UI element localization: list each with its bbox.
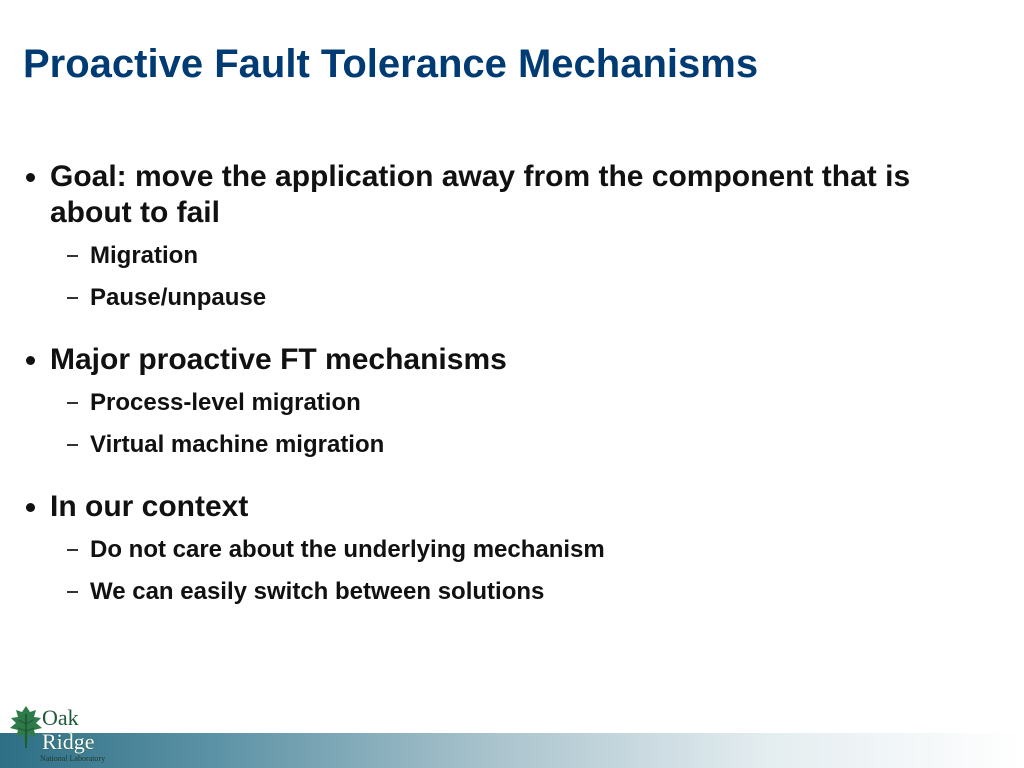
sub-list bbox=[24, 529, 984, 613]
bullet-goal-text: Goal: move the application away from the component that is about to fail bbox=[50, 160, 911, 229]
bullet-text bbox=[24, 489, 984, 525]
dash-icon bbox=[67, 297, 78, 299]
dash-icon bbox=[67, 255, 78, 257]
bullet-context bbox=[24, 489, 984, 613]
bullet-dot-icon bbox=[26, 356, 35, 365]
oak-leaf-icon bbox=[8, 704, 44, 750]
sub-item-text: Process-level migration bbox=[90, 389, 361, 416]
slide-title: Proactive Fault Tolerance Mechanisms bbox=[23, 42, 759, 86]
ornl-logo bbox=[8, 704, 126, 766]
bullet-dot-icon bbox=[26, 173, 35, 182]
sub-item-text: We can easily switch between solutions bbox=[90, 578, 545, 605]
bullet-mechanisms-text: Major proactive FT mechanisms bbox=[50, 343, 507, 376]
sub-item-text: Migration bbox=[90, 242, 198, 269]
sub-list bbox=[24, 382, 984, 466]
sub-item-text: Do not care about the underlying mechanism bbox=[90, 536, 605, 563]
logo-lab-text: National Laboratory bbox=[40, 754, 106, 763]
sub-item bbox=[24, 382, 984, 424]
dash-icon bbox=[67, 549, 78, 551]
sub-item bbox=[24, 424, 984, 466]
bullet-text bbox=[24, 342, 984, 378]
dash-icon bbox=[67, 444, 78, 446]
footer-band bbox=[0, 733, 1024, 768]
bullet-text bbox=[24, 159, 984, 231]
sub-item bbox=[24, 529, 984, 571]
logo-ridge-text: Ridge bbox=[42, 729, 95, 754]
dash-icon bbox=[67, 402, 78, 404]
sub-item-text: Virtual machine migration bbox=[90, 431, 385, 458]
logo-oak-text: Oak bbox=[42, 705, 79, 730]
sub-item bbox=[24, 277, 984, 319]
sub-item bbox=[24, 235, 984, 277]
sub-item-text: Pause/unpause bbox=[90, 284, 267, 311]
bullet-context-text: In our context bbox=[50, 490, 249, 523]
sub-list bbox=[24, 235, 984, 319]
sub-item bbox=[24, 571, 984, 613]
bullet-goal bbox=[24, 159, 984, 319]
bullet-mechanisms bbox=[24, 342, 984, 466]
dash-icon bbox=[67, 591, 78, 593]
logo-text bbox=[42, 706, 105, 764]
bullet-dot-icon bbox=[26, 503, 35, 512]
